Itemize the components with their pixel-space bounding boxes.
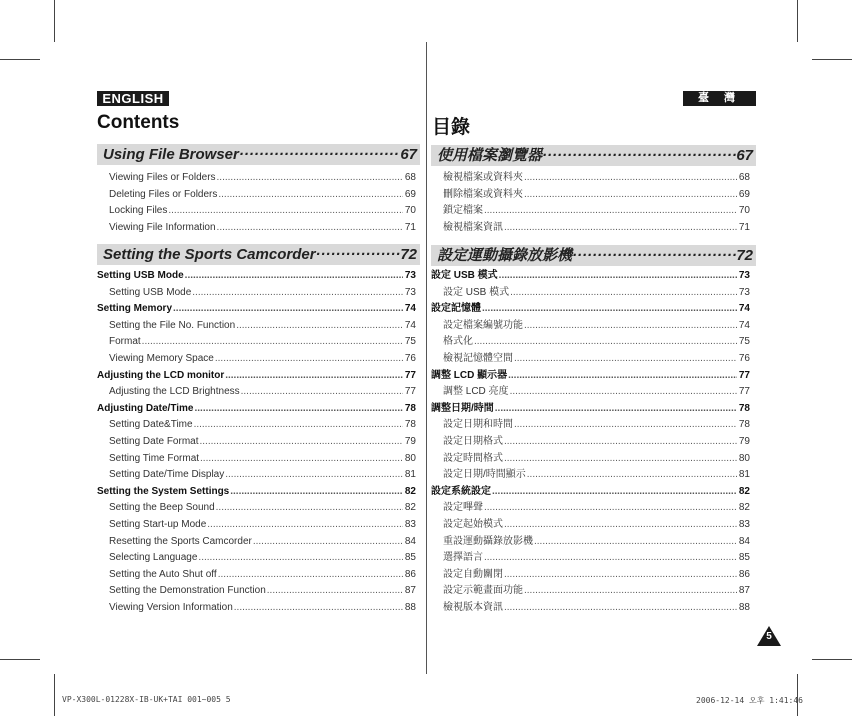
leader-dots <box>236 318 403 335</box>
toc-entry-label: 設定 USB 模式 <box>431 270 498 281</box>
toc-entry <box>431 534 750 551</box>
toc-entry-label: Setting the Auto Shut off <box>109 568 217 580</box>
toc-entry-page: 74 <box>404 303 416 315</box>
toc-entry <box>97 550 416 567</box>
toc-entry-page: 74 <box>738 319 750 331</box>
toc-entry-page: 83 <box>738 518 750 530</box>
leader-dots <box>524 583 737 600</box>
leader-dots <box>198 550 403 567</box>
section-page: 67 <box>400 146 417 163</box>
toc-entry-page: 84 <box>738 535 750 547</box>
toc-entry-page: 87 <box>738 585 750 597</box>
toc-entry-page: 76 <box>738 352 750 364</box>
toc-entry <box>97 384 416 401</box>
toc-list-file-browser-zh <box>431 170 750 236</box>
toc-entry-page: 84 <box>404 535 416 547</box>
toc-entry-page: 69 <box>404 188 416 200</box>
leader-dots <box>168 203 403 220</box>
toc-entry-page: 77 <box>404 369 416 381</box>
toc-entry-label: Setting Start-up Mode <box>109 518 207 530</box>
leader-dots <box>230 484 403 501</box>
toc-entry-page: 78 <box>738 419 750 431</box>
leader-dots <box>194 417 403 434</box>
toc-entry-page: 88 <box>404 601 416 613</box>
toc-entry-label: Setting USB Mode <box>109 286 192 298</box>
crop-mark <box>812 59 852 60</box>
toc-entry-page: 78 <box>404 419 416 431</box>
leader-dots <box>217 170 403 187</box>
section-setting-sports-camcorder-zh <box>431 245 756 266</box>
section-using-file-browser <box>97 144 420 165</box>
toc-entry-label: Viewing Files or Folders <box>109 172 216 183</box>
leader-dots <box>514 351 737 368</box>
section-title: Using File Browser <box>103 146 239 163</box>
section-setting-sports-camcorder <box>97 244 420 265</box>
toc-entry-label: 設定日期/時間顯示 <box>443 469 526 481</box>
toc-entry <box>97 220 416 237</box>
toc-entry-page: 76 <box>404 352 416 364</box>
english-badge: ENGLISH <box>97 91 169 106</box>
toc-entry <box>97 567 416 584</box>
toc-entry <box>97 334 416 351</box>
section-using-file-browser-zh <box>431 145 756 166</box>
toc-entry <box>431 368 750 385</box>
leader-dots <box>508 368 737 385</box>
toc-entry <box>97 301 416 318</box>
toc-entry-page: 75 <box>404 336 416 348</box>
toc-entry-page: 71 <box>738 221 750 233</box>
toc-entry <box>431 567 750 584</box>
toc-entry <box>431 351 750 368</box>
leader-dots <box>253 534 403 551</box>
toc-entry-label: 刪除檔案或資料夾 <box>443 188 523 200</box>
toc-entry-label: Adjusting Date/Time <box>97 402 194 414</box>
toc-entry <box>431 434 750 451</box>
toc-entry-label: 設定嗶聲 <box>443 502 483 514</box>
leader-dots <box>534 534 737 551</box>
leader-dots <box>200 451 403 468</box>
toc-entry-page: 79 <box>738 435 750 447</box>
leader-dots <box>504 434 737 451</box>
toc-entry-page: 75 <box>738 336 750 348</box>
leader-dots <box>225 467 403 484</box>
leader-dots <box>510 384 737 401</box>
leader-dots <box>524 318 737 335</box>
toc-entry-label: Deleting Files or Folders <box>109 188 218 200</box>
toc-entry-label: 設定示範畫面功能 <box>443 585 523 597</box>
leader-dots <box>504 517 737 534</box>
crop-mark <box>0 59 40 60</box>
section-page: 72 <box>736 247 753 264</box>
toc-entry <box>97 401 416 418</box>
leader-dots <box>217 220 403 237</box>
toc-entry-page: 74 <box>404 319 416 331</box>
leader-dots <box>524 170 737 187</box>
leader-dots <box>195 401 404 418</box>
toc-entry-page: 68 <box>738 172 750 183</box>
toc-entry-page: 77 <box>738 369 750 381</box>
leader-dots <box>495 401 737 418</box>
leader-dots <box>215 351 403 368</box>
toc-entry <box>97 368 416 385</box>
toc-entry-label: Selecting Language <box>109 552 198 564</box>
toc-entry-label: Setting the System Settings <box>97 485 230 497</box>
toc-entry <box>97 170 416 187</box>
toc-entry-label: 格式化 <box>443 336 473 348</box>
toc-entry-page: 77 <box>404 386 416 398</box>
toc-entry <box>97 517 416 534</box>
toc-entry-label: Viewing Version Information <box>109 601 233 613</box>
toc-entry-page: 80 <box>404 452 416 464</box>
leader-dots <box>185 268 403 285</box>
toc-entry <box>431 301 750 318</box>
toc-entry-page: 79 <box>404 435 416 447</box>
toc-entry-label: 調整日期/時間 <box>431 402 494 414</box>
toc-entry <box>431 484 750 501</box>
leader-dots <box>241 384 403 401</box>
toc-entry <box>431 384 750 401</box>
leader-dots <box>499 268 737 285</box>
leader-dots <box>225 368 403 385</box>
leader-dots <box>527 467 737 484</box>
section-title: 設定運動攝錄放影機 <box>437 247 573 264</box>
toc-entry <box>431 500 750 517</box>
leader-dots <box>510 285 737 302</box>
footer-file-info: VP-X300L-01228X-IB-UK+TAI 001~005 5 <box>62 695 231 704</box>
section-page: 67 <box>736 147 753 164</box>
toc-entry-label: 檢視版本資訊 <box>443 601 503 613</box>
toc-entry <box>97 434 416 451</box>
toc-entry <box>431 187 750 204</box>
toc-entry-label: 調整 LCD 顯示器 <box>431 369 508 381</box>
leader-dots <box>542 145 736 166</box>
crop-mark <box>797 0 798 42</box>
toc-entry-page: 73 <box>404 286 416 298</box>
toc-list-sports-camcorder-zh <box>431 268 750 616</box>
toc-entry-label: Setting Date Format <box>109 435 199 447</box>
toc-entry <box>431 268 750 285</box>
leader-dots <box>239 144 400 165</box>
toc-entry <box>431 467 750 484</box>
toc-entry-page: 86 <box>404 568 416 580</box>
toc-entry <box>97 268 416 285</box>
toc-entry <box>431 318 750 335</box>
toc-entry-page: 87 <box>404 585 416 597</box>
contents-title: Contents <box>97 112 180 133</box>
toc-entry <box>431 517 750 534</box>
toc-entry-label: Resetting the Sports Camcorder <box>109 535 252 547</box>
toc-entry-label: 檢視檔案或資料夾 <box>443 172 523 183</box>
toc-entry <box>431 203 750 220</box>
toc-entry-label: 設定起始模式 <box>443 518 503 530</box>
toc-entry-label: Viewing Memory Space <box>109 352 214 364</box>
toc-entry-page: 77 <box>738 386 750 398</box>
toc-entry-label: 選擇語言 <box>443 552 483 564</box>
toc-entry-page: 71 <box>404 221 416 233</box>
toc-entry-label: Format <box>109 336 141 348</box>
toc-entry <box>431 550 750 567</box>
toc-entry-label: Setting the Beep Sound <box>109 502 215 514</box>
leader-dots <box>504 600 737 617</box>
toc-entry <box>431 417 750 434</box>
leader-dots <box>504 451 737 468</box>
toc-entry <box>97 351 416 368</box>
leader-dots <box>316 244 401 265</box>
toc-entry-label: 鎖定檔案 <box>443 205 483 217</box>
toc-entry-page: 86 <box>738 568 750 580</box>
footer-timestamp: 2006-12-14 오후 1:41:46 <box>696 696 803 705</box>
contents-title-zh: 目錄 <box>432 117 471 138</box>
leader-dots <box>218 567 403 584</box>
toc-entry-page: 83 <box>404 518 416 530</box>
toc-entry-label: Setting Date&Time <box>109 419 193 431</box>
toc-entry-page: 85 <box>404 552 416 564</box>
toc-entry-label: Setting Memory <box>97 303 173 315</box>
toc-entry-label: Adjusting the LCD Brightness <box>109 386 240 398</box>
leader-dots <box>218 187 403 204</box>
leader-dots <box>173 301 403 318</box>
toc-entry-label: 設定檔案編號功能 <box>443 319 523 331</box>
leader-dots <box>482 301 737 318</box>
toc-entry <box>431 583 750 600</box>
toc-entry-label: Setting USB Mode <box>97 270 184 281</box>
toc-entry <box>431 334 750 351</box>
toc-entry-page: 82 <box>738 502 750 514</box>
section-title: 使用檔案瀏覽器 <box>437 147 543 164</box>
toc-entry-page: 78 <box>404 402 416 414</box>
toc-entry <box>97 318 416 335</box>
toc-entry <box>431 285 750 302</box>
leader-dots <box>199 434 403 451</box>
section-title: Setting the Sports Camcorder <box>103 246 316 263</box>
toc-entry-page: 74 <box>738 303 750 315</box>
toc-entry-label: Setting the Demonstration Function <box>109 585 266 597</box>
crop-mark <box>812 659 852 660</box>
toc-entry-label: 設定系統設定 <box>431 485 491 497</box>
toc-entry-label: 設定 USB 模式 <box>443 286 510 298</box>
toc-entry-label: Locking Files <box>109 205 168 217</box>
crop-mark <box>54 0 55 42</box>
toc-entry-page: 70 <box>404 205 416 217</box>
leader-dots <box>504 220 737 237</box>
toc-entry-page: 88 <box>738 601 750 613</box>
toc-entry-label: 設定日期格式 <box>443 435 503 447</box>
crop-mark <box>0 659 40 660</box>
section-page: 72 <box>400 246 417 263</box>
toc-entry-page: 73 <box>404 270 416 281</box>
toc-entry <box>97 203 416 220</box>
toc-entry <box>97 467 416 484</box>
leader-dots <box>504 567 737 584</box>
leader-dots <box>492 484 737 501</box>
toc-entry-page: 73 <box>738 286 750 298</box>
toc-entry-page: 80 <box>738 452 750 464</box>
toc-entry-page: 73 <box>738 270 750 281</box>
toc-entry-page: 81 <box>738 469 750 481</box>
toc-entry-label: 設定自動關閉 <box>443 568 503 580</box>
toc-entry <box>431 170 750 187</box>
toc-entry-page: 82 <box>404 502 416 514</box>
toc-entry-label: 重設運動攝錄放影機 <box>443 535 533 547</box>
toc-entry-page: 85 <box>738 552 750 564</box>
leader-dots <box>267 583 403 600</box>
leader-dots <box>514 417 737 434</box>
toc-entry-label: 調整 LCD 亮度 <box>443 386 509 398</box>
leader-dots <box>192 285 403 302</box>
taiwan-badge: 臺 灣 <box>683 91 756 106</box>
toc-entry <box>97 285 416 302</box>
toc-entry-page: 68 <box>404 172 416 183</box>
leader-dots <box>216 500 403 517</box>
toc-entry-label: 檢視記憶體空間 <box>443 352 513 364</box>
leader-dots <box>484 203 737 220</box>
toc-entry-label: 設定日期和時間 <box>443 419 513 431</box>
toc-entry <box>97 600 416 617</box>
leader-dots <box>142 334 403 351</box>
leader-dots <box>207 517 403 534</box>
toc-entry-page: 78 <box>738 402 750 414</box>
toc-entry-label: 設定記憶體 <box>431 303 481 315</box>
toc-entry-label: Viewing File Information <box>109 221 216 233</box>
leader-dots <box>572 245 736 266</box>
toc-entry <box>97 417 416 434</box>
toc-entry-page: 70 <box>738 205 750 217</box>
toc-entry-label: Setting Time Format <box>109 452 200 464</box>
leader-dots <box>484 550 737 567</box>
toc-list-sports-camcorder <box>97 268 416 616</box>
leader-dots <box>524 187 737 204</box>
toc-entry-label: Setting Date/Time Display <box>109 469 225 481</box>
toc-entry-label: 檢視檔案資訊 <box>443 221 503 233</box>
toc-entry-page: 69 <box>738 188 750 200</box>
toc-entry-label: Adjusting the LCD monitor <box>97 369 225 381</box>
toc-entry <box>431 401 750 418</box>
column-divider <box>426 42 427 674</box>
toc-entry <box>431 220 750 237</box>
toc-entry-label: 設定時間格式 <box>443 452 503 464</box>
toc-entry-page: 82 <box>738 485 750 497</box>
toc-entry-page: 82 <box>404 485 416 497</box>
leader-dots <box>484 500 737 517</box>
toc-entry <box>97 500 416 517</box>
toc-entry-label: Setting the File No. Function <box>109 319 236 331</box>
toc-entry-page: 81 <box>404 469 416 481</box>
leader-dots <box>234 600 403 617</box>
crop-mark <box>54 674 55 716</box>
toc-entry <box>97 451 416 468</box>
toc-entry <box>97 484 416 501</box>
toc-entry <box>97 187 416 204</box>
toc-entry <box>97 583 416 600</box>
page-number: 5 <box>766 631 772 642</box>
toc-list-file-browser <box>97 170 416 236</box>
toc-entry <box>431 600 750 617</box>
toc-entry <box>431 451 750 468</box>
toc-entry <box>97 534 416 551</box>
leader-dots <box>474 334 737 351</box>
